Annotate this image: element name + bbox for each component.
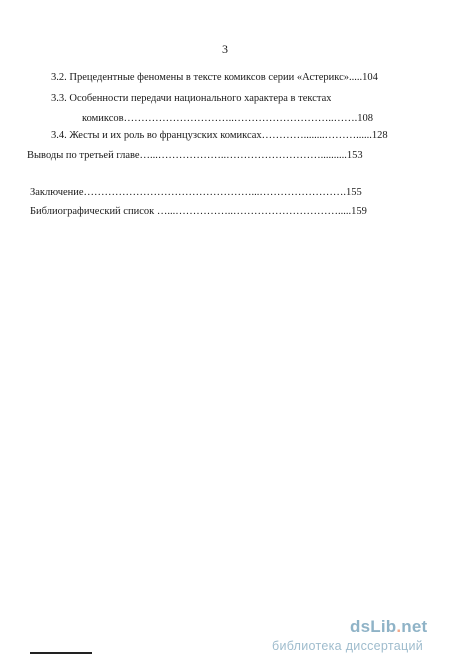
toc-entry-conclusion: Заключение…………………………………………...…………………….155 bbox=[30, 187, 362, 198]
watermark-logo-dot: . bbox=[396, 617, 402, 636]
toc-entry-3-3: 3.3. Особенности передачи национального характера в текстах bbox=[51, 93, 332, 104]
toc-entry-bibliography: Библиографический список …...……………..………………………….....159 bbox=[30, 206, 367, 217]
toc-entry-3-3-continuation: комиксов…………………………..………………………..…….108 bbox=[82, 113, 373, 124]
toc-entry-3-4: 3.4. Жесты и их роль во французских комиксах…………........………......128 bbox=[51, 130, 388, 141]
toc-entry-chapter3-conclusions: Выводы по третьей главе…...………………..………………………..........153 bbox=[27, 150, 363, 161]
page-number: 3 bbox=[222, 42, 228, 56]
watermark-logo-tld: net bbox=[401, 617, 428, 636]
toc-entry-3-2: 3.2. Прецедентные феномены в тексте комиксов серии «Астерикс».....104 bbox=[51, 72, 378, 83]
bottom-divider bbox=[30, 652, 92, 654]
watermark-logo-main: dsLib bbox=[350, 617, 397, 636]
watermark-logo bbox=[350, 617, 427, 637]
watermark-subtitle: библиотека диссертаций bbox=[272, 639, 424, 653]
